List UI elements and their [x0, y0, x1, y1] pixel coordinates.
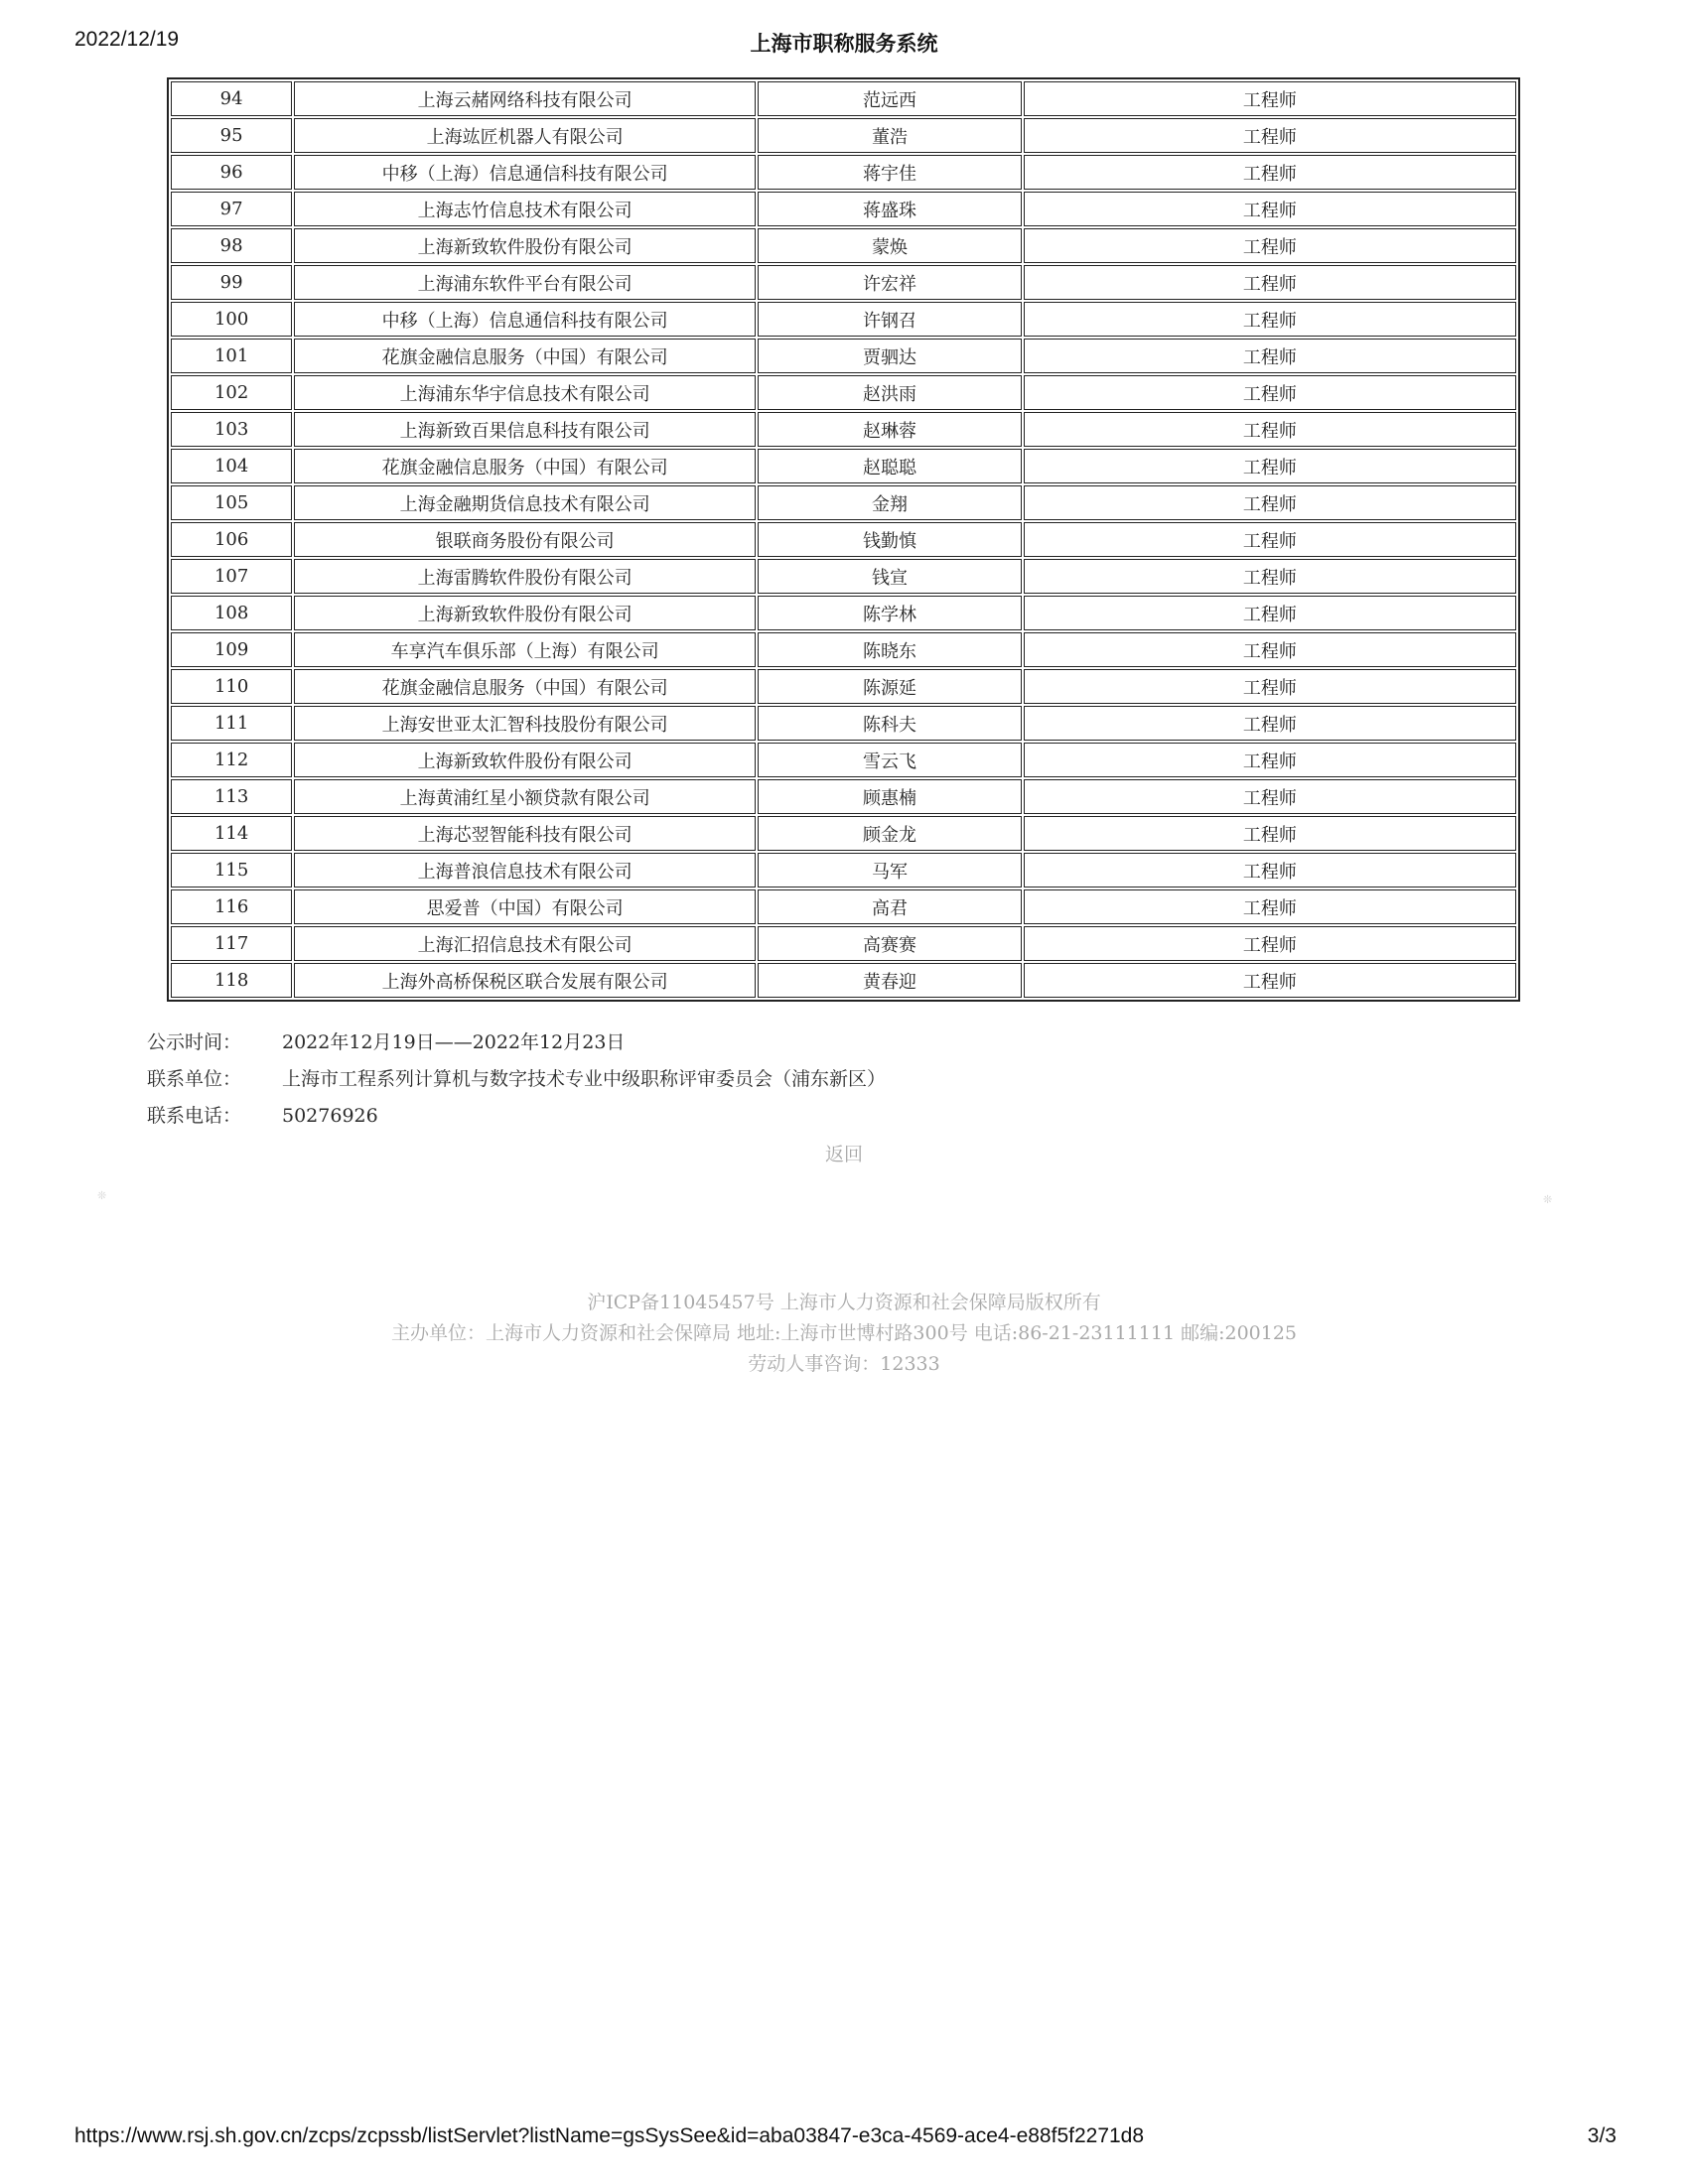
cell-title: 工程师 — [1024, 779, 1516, 814]
cell-person-name: 顾金龙 — [758, 816, 1022, 851]
cell-company: 上海外高桥保税区联合发展有限公司 — [294, 963, 756, 998]
cell-company: 上海雷腾软件股份有限公司 — [294, 559, 756, 594]
broken-image-artifact-left: ❊ — [97, 1189, 107, 1202]
cell-number: 110 — [171, 669, 292, 704]
print-footer-url: https://www.rsj.sh.gov.cn/zcps/zcpssb/listServlet?listName=gsSysSee&id=aba03847-e3ca-4569-ace4-e88f5f2271d8 — [74, 2124, 1145, 2147]
cell-title: 工程师 — [1024, 889, 1516, 924]
cell-company: 上海新致软件股份有限公司 — [294, 228, 756, 263]
cell-number: 98 — [171, 228, 292, 263]
table-row — [171, 779, 1516, 814]
cell-person-name: 高赛赛 — [758, 926, 1022, 961]
cell-number: 112 — [171, 743, 292, 777]
table-row — [171, 412, 1516, 447]
broken-image-artifact-right: ❊ — [1543, 1193, 1553, 1206]
cell-person-name: 蒙焕 — [758, 228, 1022, 263]
contact-phone-value: 50276926 — [282, 1105, 378, 1127]
cell-person-name: 董浩 — [758, 118, 1022, 153]
cell-person-name: 黄春迎 — [758, 963, 1022, 998]
cell-title: 工程师 — [1024, 559, 1516, 594]
table-row — [171, 228, 1516, 263]
cell-title: 工程师 — [1024, 265, 1516, 300]
cell-company: 银联商务股份有限公司 — [294, 522, 756, 557]
cell-person-name: 蒋宇佳 — [758, 155, 1022, 190]
cell-company: 上海志竹信息技术有限公司 — [294, 192, 756, 226]
print-footer — [0, 2124, 1688, 2152]
publicity-time-value: 2022年12月19日——2022年12月23日 — [282, 1031, 626, 1053]
publicity-time-row — [147, 1024, 886, 1061]
cell-title: 工程师 — [1024, 963, 1516, 998]
cell-company: 花旗金融信息服务（中国）有限公司 — [294, 339, 756, 373]
back-link[interactable]: 返回 — [824, 1144, 863, 1165]
cell-title: 工程师 — [1024, 926, 1516, 961]
table-row — [171, 339, 1516, 373]
table-row — [171, 669, 1516, 704]
cell-number: 102 — [171, 375, 292, 410]
table-row — [171, 375, 1516, 410]
cell-person-name: 雪云飞 — [758, 743, 1022, 777]
cell-person-name: 陈源延 — [758, 669, 1022, 704]
table-row — [171, 926, 1516, 961]
table-row — [171, 559, 1516, 594]
cell-company: 上海浦东华宇信息技术有限公司 — [294, 375, 756, 410]
contact-phone-row — [147, 1098, 886, 1135]
cell-number: 105 — [171, 485, 292, 520]
cell-company: 车享汽车俱乐部（上海）有限公司 — [294, 632, 756, 667]
table-row — [171, 265, 1516, 300]
cell-number: 107 — [171, 559, 292, 594]
cell-company: 上海黄浦红星小额贷款有限公司 — [294, 779, 756, 814]
cell-title: 工程师 — [1024, 853, 1516, 887]
footer-host-line: 主办单位：上海市人力资源和社会保障局 地址:上海市世博村路300号 电话:86-21-23111111 邮编:200125 — [390, 1322, 1298, 1344]
cell-person-name: 陈晓东 — [758, 632, 1022, 667]
cell-title: 工程师 — [1024, 669, 1516, 704]
cell-number: 94 — [171, 81, 292, 116]
cell-company: 花旗金融信息服务（中国）有限公司 — [294, 669, 756, 704]
cell-person-name: 蒋盛珠 — [758, 192, 1022, 226]
cell-number: 95 — [171, 118, 292, 153]
cell-number: 113 — [171, 779, 292, 814]
cell-title: 工程师 — [1024, 449, 1516, 483]
contact-unit-value: 上海市工程系列计算机与数字技术专业中级职称评审委员会（浦东新区） — [282, 1068, 887, 1090]
cell-number: 111 — [171, 706, 292, 741]
cell-number: 116 — [171, 889, 292, 924]
contact-phone-label: 联系电话： — [147, 1105, 242, 1127]
table-row — [171, 449, 1516, 483]
page-title: 上海市职称服务系统 — [750, 32, 938, 56]
cell-number: 115 — [171, 853, 292, 887]
cell-company: 上海浦东软件平台有限公司 — [294, 265, 756, 300]
cell-company: 上海新致软件股份有限公司 — [294, 743, 756, 777]
cell-title: 工程师 — [1024, 155, 1516, 190]
cell-number: 101 — [171, 339, 292, 373]
table-row — [171, 81, 1516, 116]
cell-person-name: 许宏祥 — [758, 265, 1022, 300]
cell-company: 花旗金融信息服务（中国）有限公司 — [294, 449, 756, 483]
cell-title: 工程师 — [1024, 228, 1516, 263]
cell-company: 上海新致软件股份有限公司 — [294, 596, 756, 630]
contact-unit-row — [147, 1061, 886, 1098]
cell-number: 104 — [171, 449, 292, 483]
table-row — [171, 522, 1516, 557]
cell-company: 中移（上海）信息通信科技有限公司 — [294, 155, 756, 190]
cell-number: 103 — [171, 412, 292, 447]
cell-title: 工程师 — [1024, 412, 1516, 447]
cell-person-name: 陈科夫 — [758, 706, 1022, 741]
cell-title: 工程师 — [1024, 522, 1516, 557]
table-row — [171, 632, 1516, 667]
contact-unit-label: 联系单位： — [147, 1068, 242, 1090]
table-row — [171, 155, 1516, 190]
cell-person-name: 马军 — [758, 853, 1022, 887]
table-row — [171, 706, 1516, 741]
cell-title: 工程师 — [1024, 339, 1516, 373]
table-row — [171, 485, 1516, 520]
cell-company: 思爱普（中国）有限公司 — [294, 889, 756, 924]
cell-number: 117 — [171, 926, 292, 961]
site-footer — [0, 1288, 1688, 1380]
cell-title: 工程师 — [1024, 192, 1516, 226]
cell-person-name: 钱勤慎 — [758, 522, 1022, 557]
table-row — [171, 889, 1516, 924]
cell-title: 工程师 — [1024, 375, 1516, 410]
cell-number: 99 — [171, 265, 292, 300]
title-table-body — [171, 81, 1516, 998]
cell-company: 上海普浪信息技术有限公司 — [294, 853, 756, 887]
cell-number: 114 — [171, 816, 292, 851]
cell-title: 工程师 — [1024, 816, 1516, 851]
cell-number: 97 — [171, 192, 292, 226]
cell-person-name: 高君 — [758, 889, 1022, 924]
cell-number: 100 — [171, 302, 292, 337]
table-row — [171, 743, 1516, 777]
print-header — [0, 28, 1688, 58]
cell-person-name: 陈学林 — [758, 596, 1022, 630]
footer-icp-line: 沪ICP备11045457号 上海市人力资源和社会保障局版权所有 — [587, 1292, 1101, 1313]
cell-person-name: 金翔 — [758, 485, 1022, 520]
cell-person-name: 贾驷达 — [758, 339, 1022, 373]
table-row — [171, 816, 1516, 851]
title-publicity-table — [167, 77, 1520, 1002]
cell-title: 工程师 — [1024, 706, 1516, 741]
cell-title: 工程师 — [1024, 596, 1516, 630]
cell-company: 上海新致百果信息科技有限公司 — [294, 412, 756, 447]
cell-company: 上海竑匠机器人有限公司 — [294, 118, 756, 153]
cell-number: 106 — [171, 522, 292, 557]
cell-company: 上海芯翌智能科技有限公司 — [294, 816, 756, 851]
print-footer-page: 3/3 — [1587, 2124, 1617, 2147]
cell-title: 工程师 — [1024, 81, 1516, 116]
publicity-time-label: 公示时间： — [147, 1031, 242, 1053]
cell-person-name: 顾惠楠 — [758, 779, 1022, 814]
cell-number: 96 — [171, 155, 292, 190]
cell-person-name: 赵琳蓉 — [758, 412, 1022, 447]
cell-number: 118 — [171, 963, 292, 998]
cell-company: 上海安世亚太汇智科技股份有限公司 — [294, 706, 756, 741]
table-row — [171, 963, 1516, 998]
table-row — [171, 118, 1516, 153]
cell-person-name: 钱宣 — [758, 559, 1022, 594]
cell-company: 上海汇招信息技术有限公司 — [294, 926, 756, 961]
cell-title: 工程师 — [1024, 302, 1516, 337]
cell-title: 工程师 — [1024, 743, 1516, 777]
footer-consult-line: 劳动人事咨询：12333 — [748, 1353, 940, 1375]
cell-number: 108 — [171, 596, 292, 630]
cell-person-name: 赵洪雨 — [758, 375, 1022, 410]
cell-person-name: 赵聪聪 — [758, 449, 1022, 483]
cell-title: 工程师 — [1024, 632, 1516, 667]
cell-company: 中移（上海）信息通信科技有限公司 — [294, 302, 756, 337]
table-row — [171, 192, 1516, 226]
cell-person-name: 范远西 — [758, 81, 1022, 116]
table-row — [171, 853, 1516, 887]
cell-person-name: 许钢召 — [758, 302, 1022, 337]
cell-title: 工程师 — [1024, 118, 1516, 153]
table-row — [171, 302, 1516, 337]
cell-number: 109 — [171, 632, 292, 667]
table-row — [171, 596, 1516, 630]
cell-title: 工程师 — [1024, 485, 1516, 520]
cell-company: 上海云赭网络科技有限公司 — [294, 81, 756, 116]
notice-block — [147, 1024, 886, 1135]
cell-company: 上海金融期货信息技术有限公司 — [294, 485, 756, 520]
print-date: 2022/12/19 — [74, 28, 180, 51]
